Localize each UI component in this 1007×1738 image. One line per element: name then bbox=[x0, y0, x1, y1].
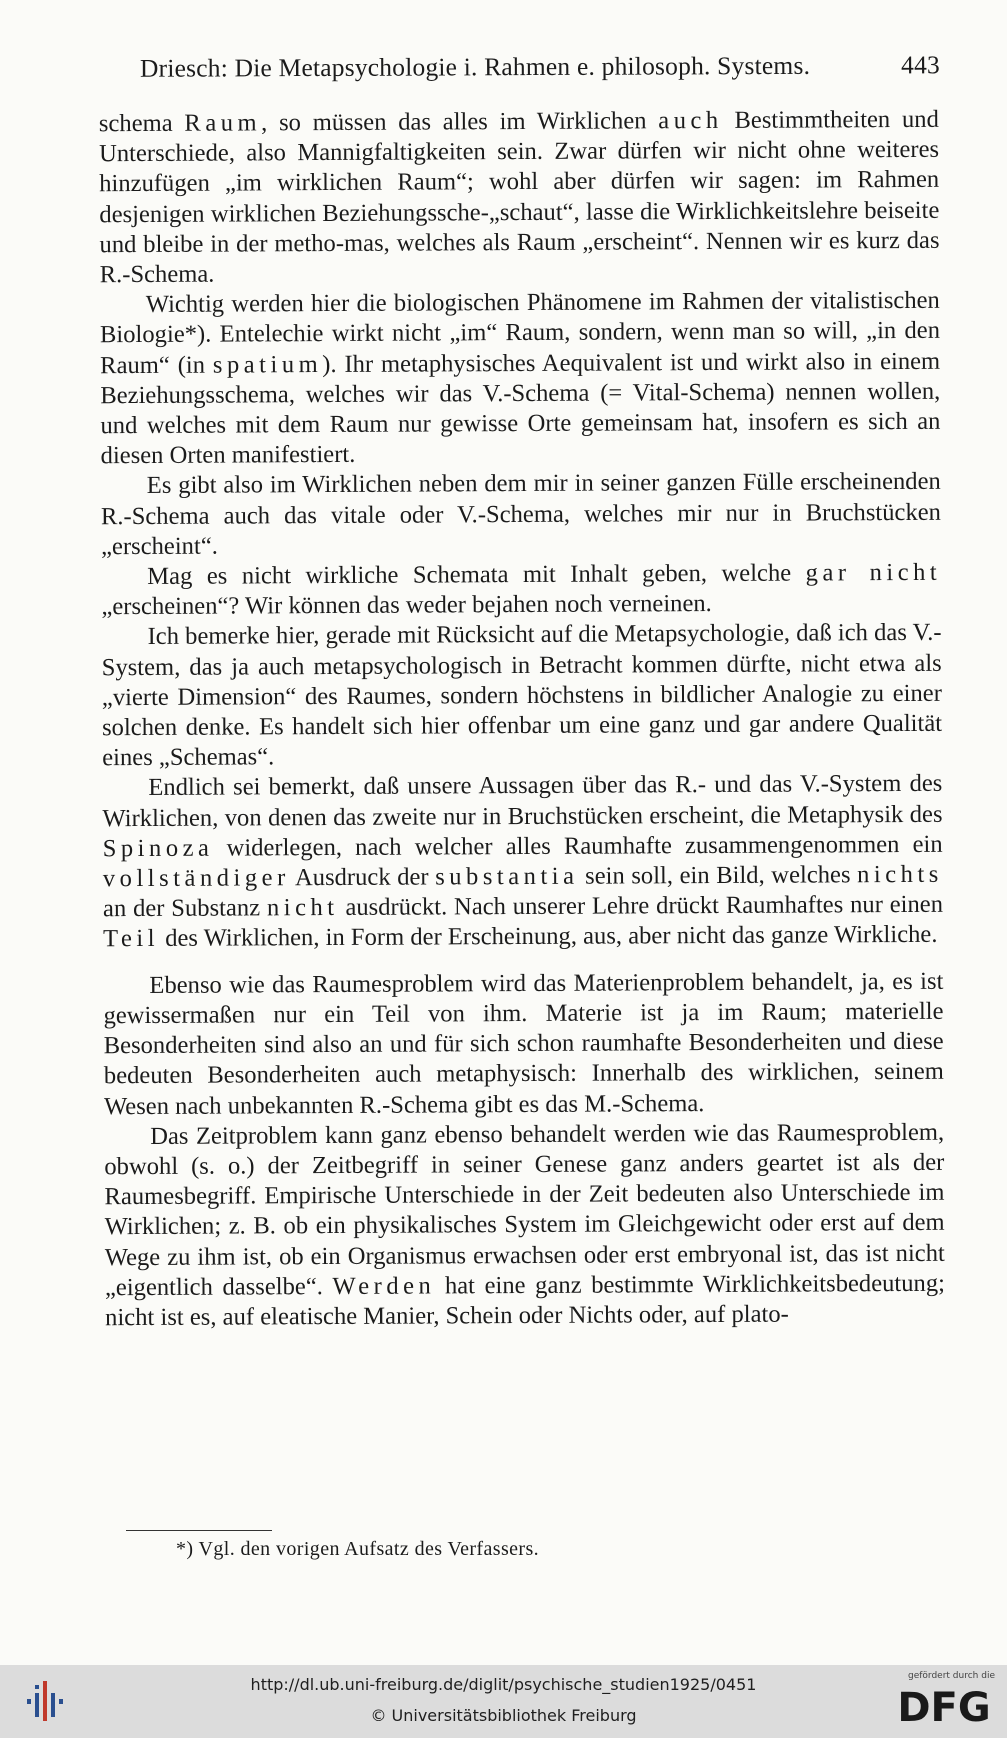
spaced-emphasis: Raum bbox=[184, 109, 262, 137]
paragraph bbox=[101, 618, 942, 773]
text-run: Endlich sei bemerkt, daß unsere Aussagen über das R.- und das V.-System des Wirklichen, von denen das zweite nur in Bruchstücken erscheint, die Metaphysik des bbox=[102, 770, 943, 832]
running-title: Driesch: Die Metapsychologie i. Rahmen e. philosoph. Systems. bbox=[139, 50, 811, 83]
spaced-emphasis: Werden bbox=[332, 1272, 436, 1300]
text-run: Ebenso wie das Raumesproblem wird das Materienproblem behandelt, ja, es ist gewissermaßen nur ein Teil von ihm. Materie ist ja im Raum; materielle Besonderheiten sind also an und für sich schon raumhafte Besonderheiten und diese bedeuten Besonderheiten auch metaphysisch: Innerhalb des wirklichen, seinem Wesen nach unbekannten R.-Schema gibt es das M.-Schema. bbox=[103, 967, 944, 1120]
paragraph bbox=[104, 1117, 945, 1333]
text-run: Ausdruck der bbox=[289, 863, 436, 892]
text-run: des Wirklichen, in Form der Erscheinung, aus, aber nicht das ganze Wirkliche. bbox=[158, 921, 938, 953]
text-run: widerlegen, nach welcher alles Raumhafte zusammengenommen ein bbox=[213, 830, 943, 862]
copyright-note: © Universitätsbibliothek Freiburg bbox=[370, 1706, 637, 1725]
page-header bbox=[140, 50, 940, 93]
viewer-footer bbox=[0, 1665, 1007, 1738]
paragraph bbox=[102, 769, 943, 955]
paragraph bbox=[101, 558, 941, 623]
text-run: Bestimmtheiten und Unterschiede, also Mannigfaltigkeiten sein. Zwar dürfen wir nicht ohne weiteres hinzufügen „im wirklichen Raum“; wohl aber dürfen wir sagen: im Rahmen desjenigen wirklichen Beziehungssche-„schaut“, lasse die Wirklichkeitslehre beiseite und bleibe in der metho-mas, welches als Raum „erscheint“. Nennen wir es kurz das R.-Schema. bbox=[98, 105, 940, 289]
spaced-emphasis: Spinoza bbox=[102, 834, 214, 863]
text-run: Wichtig werden hier die biologischen Phänomene im Rahmen der vitalistischen Biologie*). Entelechie wirkt nicht „im“ Raum, sondern, wenn man so will, „in den Raum“ (in bbox=[99, 287, 941, 379]
text-run: „erscheinen“? Wir können das weder bejahen noch verneinen. bbox=[101, 590, 712, 621]
spaced-emphasis: vollständiger bbox=[102, 864, 290, 893]
text-run: schema bbox=[98, 109, 185, 138]
spaced-emphasis: gar nicht bbox=[805, 558, 942, 587]
page-number: 443 bbox=[901, 50, 941, 80]
footnote-rule bbox=[126, 1530, 272, 1531]
paragraph bbox=[99, 105, 940, 291]
text-run: Mag es nicht wirkliche Schemata mit Inhalt geben, welche bbox=[147, 559, 806, 591]
svg-text:DFG: DFG bbox=[897, 1685, 991, 1727]
spaced-emphasis: nichts bbox=[856, 860, 943, 889]
text-run: , so müssen das alles im Wirklichen bbox=[261, 107, 659, 137]
text-run: Ich bemerke hier, gerade mit Rücksicht auf die Metapsychologie, daß ich das V.-System, das ja auch metapsychologisch in Betracht kommen dürfte, nicht etwa als „vierte Dimension“ des Raumes, sondern höchstens in bildlicher Analogie zu einer solchen denke. Es handelt sich hier offenbar um eine ganz und gar andere Qualität eines „Schemas“. bbox=[101, 619, 943, 772]
text-run: an der Substanz bbox=[102, 894, 267, 923]
spaced-emphasis: auch bbox=[658, 106, 723, 135]
paragraph bbox=[103, 966, 944, 1121]
funded-by-label: gefördert durch die bbox=[908, 1671, 995, 1681]
footnote: *) Vgl. den vorigen Aufsatz des Verfassers. bbox=[176, 1538, 540, 1560]
spaced-emphasis: spatium bbox=[212, 350, 323, 379]
spaced-emphasis: Teil bbox=[103, 925, 160, 953]
text-run: Das Zeitproblem kann ganz ebenso behandelt werden wie das Raumesproblem, obwohl (s. o.) der Zeitbegriff in seiner Genese ganz anders geartet ist als der Raumesbegriff. Empirische Unterschiede in der Zeit bedeuten also Unterschiede im Wirklichen; z. B. ob ein physikalisches System im Gleichgewicht oder erst auf dem Wege zu ihm ist, ob ein Organismus erwachsen oder erst embryonal ist, das ist nicht „eigentlich dasselbe“. bbox=[104, 1118, 945, 1301]
text-run: hat eine ganz bestimmte Wirklichkeitsbedeutung; nicht ist es, auf eleatische Manier, Schein oder Nichts oder, auf plato- bbox=[105, 1269, 946, 1332]
paragraph bbox=[101, 467, 941, 562]
dfg-logo-icon bbox=[891, 1685, 997, 1727]
spaced-emphasis: substantia bbox=[435, 862, 579, 891]
spaced-emphasis: nicht bbox=[266, 894, 339, 922]
permalink[interactable]: http://dl.ub.uni-freiburg.de/diglit/psychische_studien1925/0451 bbox=[250, 1675, 757, 1694]
body-text bbox=[99, 105, 945, 1334]
text-run: ). Ihr metaphysisches Aequivalent ist und wirkt also in einem Beziehungsschema, welches wir das V.-Schema (= Vital-Schema) nennen wollen, und welches mit dem Raum nur gewisse Orte gemeinsam hat, insofern es sich an diesen Orten manifestiert. bbox=[100, 347, 941, 470]
text-run: Es gibt also im Wirklichen neben dem mir in seiner ganzen Fülle erscheinenden R.-Schema auch das vitale oder V.-Schema, welches mir nur in Bruchstücken „erscheint“. bbox=[100, 468, 941, 561]
paragraph bbox=[100, 286, 941, 472]
text-run: ausdrückt. Nach unserer Lehre drückt Raumhaftes nur einen bbox=[338, 891, 944, 922]
text-run: sein soll, ein Bild, welches bbox=[578, 861, 858, 890]
